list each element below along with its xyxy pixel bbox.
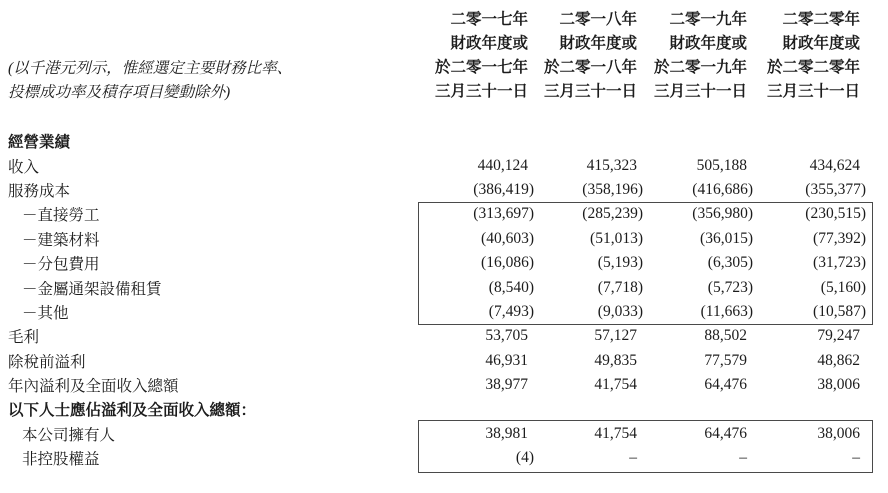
table-row (0, 178, 870, 202)
column-header-line: 於二零一九年 (653, 59, 747, 76)
table-body (0, 129, 870, 470)
value-cell: (36,015) (700, 229, 753, 247)
value-cell: (230,515) (805, 205, 866, 223)
value-cell: 434,624 (809, 156, 860, 174)
value-cell: (386,419) (473, 180, 534, 198)
value-cell: (5,723) (707, 278, 753, 296)
table-row (0, 324, 870, 348)
value-cell: 41,754 (594, 376, 637, 394)
value-cell: 77,579 (704, 351, 747, 369)
row-label: 毛利 (8, 329, 40, 347)
row-label: －分包費用 (22, 256, 100, 274)
column-header-line: 財政年度或 (782, 35, 860, 52)
year-column-header (538, 8, 647, 104)
row-label: －建築材料 (22, 231, 100, 249)
value-cell: (11,663) (700, 302, 753, 320)
column-header-line: 三月三十一日 (653, 83, 747, 100)
column-header-line: 三月三十一日 (766, 83, 860, 100)
row-label: 服務成本 (8, 182, 71, 200)
value-cell: (9,033) (597, 302, 643, 320)
column-header-line: 二零一九年 (669, 11, 747, 28)
value-cell: (313,697) (473, 205, 534, 223)
value-cell: (7,493) (488, 302, 534, 320)
row-label: －金屬通架設備租賃 (22, 280, 162, 298)
value-cell: (31,723) (813, 254, 866, 272)
value-cell: 415,323 (586, 156, 637, 174)
column-header-line: 於二零二零年 (766, 59, 860, 76)
row-label: 除稅前溢利 (8, 353, 86, 371)
value-cell: 41,754 (594, 424, 637, 442)
column-header-line: 於二零一七年 (434, 59, 528, 76)
column-header-line: 二零一八年 (559, 11, 637, 28)
value-cell: 79,247 (817, 327, 860, 345)
value-cell: 88,502 (704, 327, 747, 345)
table-row (0, 227, 870, 251)
value-cell: – (739, 449, 747, 467)
value-cell: 64,476 (704, 376, 747, 394)
value-cell: 38,977 (485, 376, 528, 394)
row-label: 本公司擁有人 (22, 426, 116, 444)
value-cell: 49,835 (594, 351, 637, 369)
column-header-line: 財政年度或 (450, 35, 528, 52)
table-row (0, 129, 870, 153)
value-cell: (355,377) (805, 180, 866, 198)
row-label: 收入 (8, 158, 40, 176)
value-cell: 38,981 (485, 424, 528, 442)
column-header-line: 三月三十一日 (434, 83, 528, 100)
value-cell: 48,862 (817, 351, 860, 369)
value-cell: (356,980) (692, 205, 753, 223)
value-cell: 57,127 (594, 327, 637, 345)
year-column-header (418, 8, 538, 104)
table-row (0, 251, 870, 275)
table-row (0, 397, 870, 421)
row-label: 以下人士應佔溢利及全面收入總額： (8, 402, 257, 420)
table-row (0, 202, 870, 226)
row-label: 非控股權益 (22, 451, 100, 469)
value-cell: (5,160) (820, 278, 866, 296)
value-cell: (5,193) (597, 254, 643, 272)
column-header-line: 二零一七年 (450, 11, 528, 28)
column-header-line: 財政年度或 (559, 35, 637, 52)
row-label: 年內溢利及全面收入總額 (8, 378, 179, 396)
value-cell: 46,931 (485, 351, 528, 369)
value-cell: (16,086) (481, 254, 534, 272)
table-note (8, 57, 292, 105)
note-line-2: 投標成功率及積存項目變動除外) (8, 84, 231, 101)
row-label: －直接勞工 (22, 207, 100, 225)
row-label: －其他 (22, 304, 69, 322)
table-row (0, 446, 870, 470)
value-cell: (285,239) (582, 205, 643, 223)
value-cell: (7,718) (597, 278, 643, 296)
value-cell: – (852, 449, 860, 467)
value-cell: (6,305) (707, 254, 753, 272)
value-cell: 38,006 (817, 424, 860, 442)
value-cell: (10,587) (813, 302, 866, 320)
table-row (0, 300, 870, 324)
value-cell: (40,603) (481, 229, 534, 247)
table-row (0, 349, 870, 373)
value-cell: (8,540) (488, 278, 534, 296)
value-cell: 38,006 (817, 376, 860, 394)
column-header-line: 於二零一八年 (543, 59, 637, 76)
column-header-line: 三月三十一日 (543, 83, 637, 100)
value-cell: 440,124 (477, 156, 528, 174)
value-cell: 64,476 (704, 424, 747, 442)
row-label: 經營業績 (8, 134, 71, 152)
value-cell: 53,705 (485, 327, 528, 345)
column-header-line: 財政年度或 (669, 35, 747, 52)
value-cell: (4) (515, 449, 534, 467)
value-cell: 505,188 (696, 156, 747, 174)
value-cell: – (629, 449, 637, 467)
value-cell: (416,686) (692, 180, 753, 198)
year-column-header (647, 8, 757, 104)
value-cell: (51,013) (590, 229, 643, 247)
value-cell: (77,392) (813, 229, 866, 247)
note-line-1: (以千港元列示，惟經選定主要財務比率、 (8, 60, 293, 77)
value-cell: (358,196) (582, 180, 643, 198)
table-row (0, 422, 870, 446)
table-row (0, 275, 870, 299)
column-header-line: 二零二零年 (782, 11, 860, 28)
year-column-header (757, 8, 870, 104)
table-row (0, 373, 870, 397)
table-row (0, 153, 870, 177)
